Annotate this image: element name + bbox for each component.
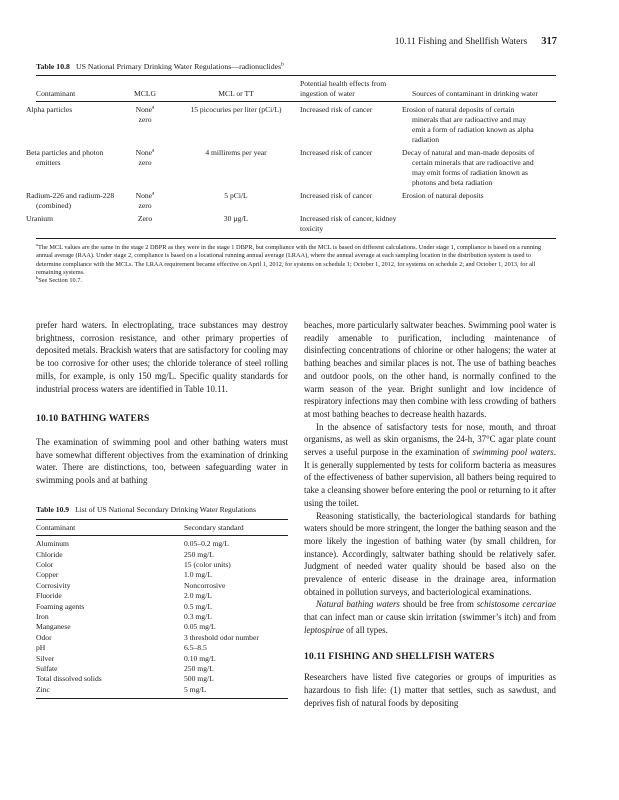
cell-mclg: Zero bbox=[137, 214, 153, 223]
column-header: Secondary standard bbox=[184, 522, 244, 532]
table-row bbox=[36, 591, 288, 601]
cell-contaminant: Aluminum bbox=[36, 539, 69, 549]
cell-effects: Increased risk of cancer bbox=[300, 148, 373, 157]
cell-contaminant: Chloride bbox=[36, 549, 63, 559]
table-10-8-label: Table 10.8 bbox=[36, 62, 70, 71]
cell-standard: 0.05–0.2 mg/L bbox=[184, 539, 229, 549]
cell-sources: Erosion of natural deposits bbox=[402, 191, 484, 200]
cell-standard: 0.10 mg/L bbox=[184, 653, 216, 663]
paragraph: The examination of swimming pool and other bathing waters must have somewhat different objectives from the examination of drinking water. There are distinctions, too, between safeguarding water in swimming pools and at bathing bbox=[36, 436, 288, 486]
table-10-8-grid bbox=[26, 75, 556, 239]
cell-standard: 3 threshold odor number bbox=[184, 632, 259, 642]
cell-contaminant: Color bbox=[36, 559, 54, 569]
table-header-row bbox=[36, 76, 556, 102]
cell-mcl: 15 picocuries per liter (pCi/L) bbox=[190, 105, 282, 114]
paragraph: prefer hard waters. In electroplating, trace substances may destroy brightness, corrosion resistance, and other primary properties of deposited metals. Brackish waters that are satisfactory for cooling may be too corrosive for other uses; the chloride tolerance of steel rolling mills, for example, is only 150 mg/L. Specific quality standards for industrial process waters are identified in Table 10.11. bbox=[36, 320, 288, 394]
table-row bbox=[36, 102, 556, 146]
column-header: Sources of contaminant in drinking water bbox=[412, 89, 538, 98]
cell-standard: 15 (color units) bbox=[184, 559, 231, 569]
cell-contaminant: Iron bbox=[36, 611, 49, 621]
cell-contaminant: Copper bbox=[36, 570, 59, 580]
column-header: MCLG bbox=[134, 89, 156, 98]
cell-contaminant: Odor bbox=[36, 632, 52, 642]
table-row bbox=[36, 211, 556, 239]
table-row bbox=[36, 536, 288, 550]
section-heading-10-11: 10.11 FISHING AND SHELLFISH WATERS bbox=[304, 651, 495, 662]
table-row bbox=[36, 188, 556, 211]
table-row bbox=[36, 602, 288, 612]
cell-standard: 1.0 mg/L bbox=[184, 570, 212, 580]
cell-effects: Increased risk of cancer, kidney toxicity bbox=[300, 214, 397, 233]
column-header: Contaminant bbox=[36, 89, 76, 98]
table-10-9-title: List of US National Secondary Drinking Water Regulations bbox=[75, 504, 256, 514]
cell-contaminant: Manganese bbox=[36, 622, 71, 632]
table-10-9-label: Table 10.9 bbox=[36, 504, 70, 514]
cell-standard: 0.05 mg/L bbox=[184, 622, 216, 632]
cell-standard: Noncorrosive bbox=[184, 580, 226, 590]
cell-standard: 5 mg/L bbox=[184, 684, 207, 694]
paragraph: Reasoning statistically, the bacteriological standards for bathing waters should be more stringent, the longer the bathing season and the more likely the ingestion of bathing water (by small children, for instance). Accordingly, saltwater bathing should be relatively safer. Judgment of needed water quality should be based also on the prevalence of enteric disease in the drainage area, information obtained in pollution surveys, and bacteriological examinations. bbox=[304, 510, 556, 597]
cell-sources bbox=[412, 211, 556, 239]
page-number: 317 bbox=[541, 36, 557, 47]
cell-standard: 6.5–8.5 bbox=[184, 643, 207, 653]
table-row bbox=[36, 622, 288, 632]
cell-standard: 250 mg/L bbox=[184, 664, 214, 674]
cell-standard: 0.3 mg/L bbox=[184, 611, 212, 621]
cell-contaminant: Corrosivity bbox=[36, 580, 71, 590]
cell-mcl: 30 µg/L bbox=[223, 214, 249, 223]
table-10-8-title-sup: b bbox=[281, 61, 284, 68]
table-row bbox=[36, 685, 288, 699]
page-header bbox=[395, 36, 557, 47]
table-10-8 bbox=[26, 61, 556, 285]
table-row bbox=[36, 550, 288, 560]
table-row bbox=[36, 643, 288, 653]
cell-contaminant: Fluoride bbox=[36, 591, 62, 601]
table-row bbox=[36, 664, 288, 674]
cell-mclg: None$^a$ zero bbox=[135, 104, 155, 124]
column-header: Potential health effects from ingestion of water bbox=[300, 79, 387, 98]
cell-sources: Erosion of natural deposits of certain minerals that are radioactive and may emit a form of radiation known as alpha radiation bbox=[402, 105, 534, 144]
emphasis: swimming pool waters bbox=[472, 447, 554, 458]
cell-contaminant: Beta particles and photon emitters bbox=[26, 148, 104, 167]
cell-contaminant: Foaming agents bbox=[36, 601, 85, 611]
table-header-row bbox=[36, 519, 288, 535]
table-10-9-caption bbox=[36, 505, 288, 515]
cell-standard: 2.0 mg/L bbox=[184, 591, 212, 601]
cell-contaminant: Total dissolved solids bbox=[36, 674, 102, 684]
cell-contaminant: Radium-226 and radium-228 (combined) bbox=[26, 191, 115, 210]
emphasis: leptospirae bbox=[304, 624, 344, 635]
table-row bbox=[36, 560, 288, 570]
paragraph: Natural bathing waters should be free from schistosome cercariae that can infect man or cause skin irritation (swimmer’s itch) and from leptospirae of all types. bbox=[304, 599, 556, 635]
cell-contaminant: Zinc bbox=[36, 684, 50, 694]
table-10-8-footnotes bbox=[36, 241, 556, 285]
table-10-8-caption bbox=[36, 62, 556, 71]
cell-contaminant: Uranium bbox=[26, 214, 53, 223]
cell-standard: 250 mg/L bbox=[184, 549, 214, 559]
footnote-b: $^b$See Section 10.7. bbox=[36, 275, 82, 285]
cell-effects: Increased risk of cancer bbox=[300, 191, 373, 200]
table-10-9-body bbox=[36, 536, 288, 699]
table-row bbox=[36, 145, 556, 188]
paragraph: In the absence of satisfactory tests for nose, mouth, and throat organisms, as well as skin organisms, the 24-h, 37°C agar plate count serves a useful purpose in the examination of swimming pool waters. It is generally supplemented by tests for coliform bacteria as measures of the effectiveness of bather supervision, all bathers being required to take a cleansing shower before entering the pool or returning to it after using the toilet. bbox=[304, 421, 556, 508]
cell-standard: 500 mg/L bbox=[184, 674, 214, 684]
cell-mclg: None$^a$ zero bbox=[135, 190, 155, 210]
table-row bbox=[36, 581, 288, 591]
table-10-9 bbox=[36, 505, 288, 700]
table-row bbox=[36, 633, 288, 643]
table-row bbox=[36, 654, 288, 664]
right-column bbox=[304, 319, 556, 709]
table-10-9-grid bbox=[36, 519, 288, 700]
cell-contaminant: Alpha particles bbox=[26, 105, 73, 114]
running-title: 10.11 Fishing and Shellfish Waters bbox=[394, 37, 528, 47]
cell-sources: Decay of natural and man-made deposits of certain minerals that are radioactive and may emit forms of radiation known as photons and beta radiation bbox=[402, 148, 535, 187]
cell-effects: Increased risk of cancer bbox=[300, 105, 373, 114]
cell-contaminant: pH bbox=[36, 643, 46, 653]
cell-mcl: 4 millirems per year bbox=[205, 148, 267, 157]
section-heading-10-10: 10.10 BATHING WATERS bbox=[36, 414, 150, 425]
table-row bbox=[36, 570, 288, 580]
cell-mclg: None$^a$ zero bbox=[135, 147, 155, 167]
table-10-8-title: US National Primary Drinking Water Regulations—radionuclides bbox=[75, 62, 282, 71]
emphasis: Natural bathing waters bbox=[316, 599, 400, 610]
footnote-a: $^a$The MCL values are the same in the stage 2 DBPR as they were in the stage 1 DBPR, but compliance with the MCL is based on different calculations. Under stage 1, compliance is based on a running annual average (RAA). Under stage 2, compliance is based on a locational running annual average (LRAA), where the annual average at each sampling location in the distribution system is used to determine compliance with the MCLs. The LRAA requirement became effective on April 1, 2012, for systems on schedule 1; October 1, 2012, for systems on schedule 2; and October 1, 2013, for all remaining systems. bbox=[36, 241, 542, 276]
cell-mcl: 5 pCi/L bbox=[224, 191, 248, 200]
cell-contaminant: Silver bbox=[36, 653, 55, 663]
column-header: MCL or TT bbox=[218, 89, 254, 98]
cell-standard: 0.5 mg/L bbox=[184, 601, 212, 611]
table-row bbox=[36, 612, 288, 622]
emphasis: schistosome cercariae bbox=[476, 599, 556, 610]
paragraph: beaches, more particularly saltwater beaches. Swimming pool water is readily amenable to purification, including maintenance of disinfecting concentrations of chlorine or other halogens; the water at bathing beaches and similar places is not. The use of bathing beaches and outdoor pools, on the other hand, is normally confined to the warm season of the year. Bright sunlight and low incidence of respiratory infections may then combine with less crowding of bathers at most bathing beaches to decrease health hazards. bbox=[304, 320, 556, 419]
paragraph: Researchers have listed five categories or groups of impurities as hazardous to fish life: (1) matter that settles, such as sawdust, and deprives fish of natural foods by depositing bbox=[304, 672, 556, 708]
left-column bbox=[36, 319, 288, 699]
column-header: Contaminant bbox=[36, 522, 76, 532]
cell-contaminant: Sulfate bbox=[36, 664, 58, 674]
table-row bbox=[36, 674, 288, 684]
